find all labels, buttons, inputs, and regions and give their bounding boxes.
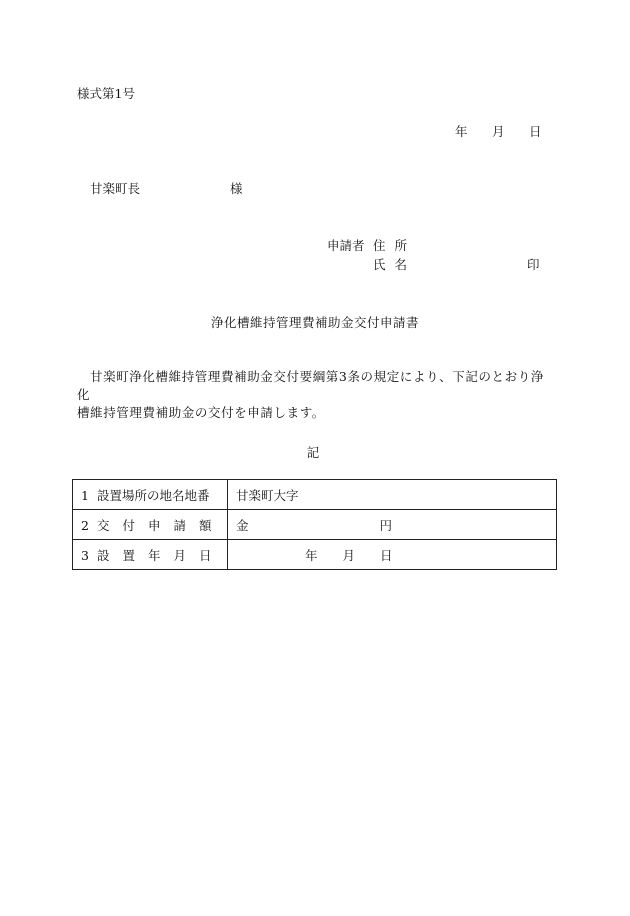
details-table xyxy=(72,479,557,570)
row-label-cell xyxy=(73,540,228,570)
install-month-label: 月 xyxy=(342,547,356,563)
date-year-label: 年 xyxy=(455,124,468,139)
date-day-label: 日 xyxy=(529,124,542,139)
table-row xyxy=(73,510,557,540)
body-line-2: 槽維持管理費補助金の交付を申請します。 xyxy=(77,405,325,420)
date-month-label: 月 xyxy=(492,124,505,139)
applicant-label: 申請者 xyxy=(327,238,365,253)
document-title: 浄化槽維持管理費補助金交付申請書 xyxy=(210,315,419,330)
row-label-cell xyxy=(73,480,228,510)
body-paragraph xyxy=(77,368,557,422)
row-value: 甘楽町大字 xyxy=(236,487,299,503)
row-value-suffix: 円 xyxy=(379,517,393,533)
row-label-cell xyxy=(73,510,228,540)
table-row xyxy=(73,540,557,570)
row-label: 設置場所の地名地番 xyxy=(97,487,210,503)
table-row xyxy=(73,480,557,510)
row-number: 2 xyxy=(81,517,89,533)
row-value: 金 xyxy=(236,517,249,533)
install-year-label: 年 xyxy=(305,547,318,563)
addressee-honorific: 様 xyxy=(230,181,243,196)
applicant-address-label: 住所 xyxy=(373,238,417,253)
applicant-name-label: 氏名 xyxy=(373,257,417,272)
applicant-seal-mark: 印 xyxy=(527,257,540,272)
row-number: 3 xyxy=(81,547,89,563)
body-line-1: 甘楽町浄化槽維持管理費補助金交付要綱第3条の規定により、下記のとおり浄化 xyxy=(77,369,544,402)
row-label: 交付申請額 xyxy=(97,517,225,533)
row-value-cell xyxy=(228,510,557,540)
install-day-label: 日 xyxy=(380,547,393,563)
form-number: 様式第1号 xyxy=(77,86,135,101)
row-label: 設置年月日 xyxy=(97,547,225,563)
addressee-name: 甘楽町長 xyxy=(90,181,141,196)
row-number: 1 xyxy=(81,487,89,503)
row-value-cell xyxy=(228,480,557,510)
ki-heading: 記 xyxy=(306,445,320,460)
row-value-cell xyxy=(228,540,557,570)
